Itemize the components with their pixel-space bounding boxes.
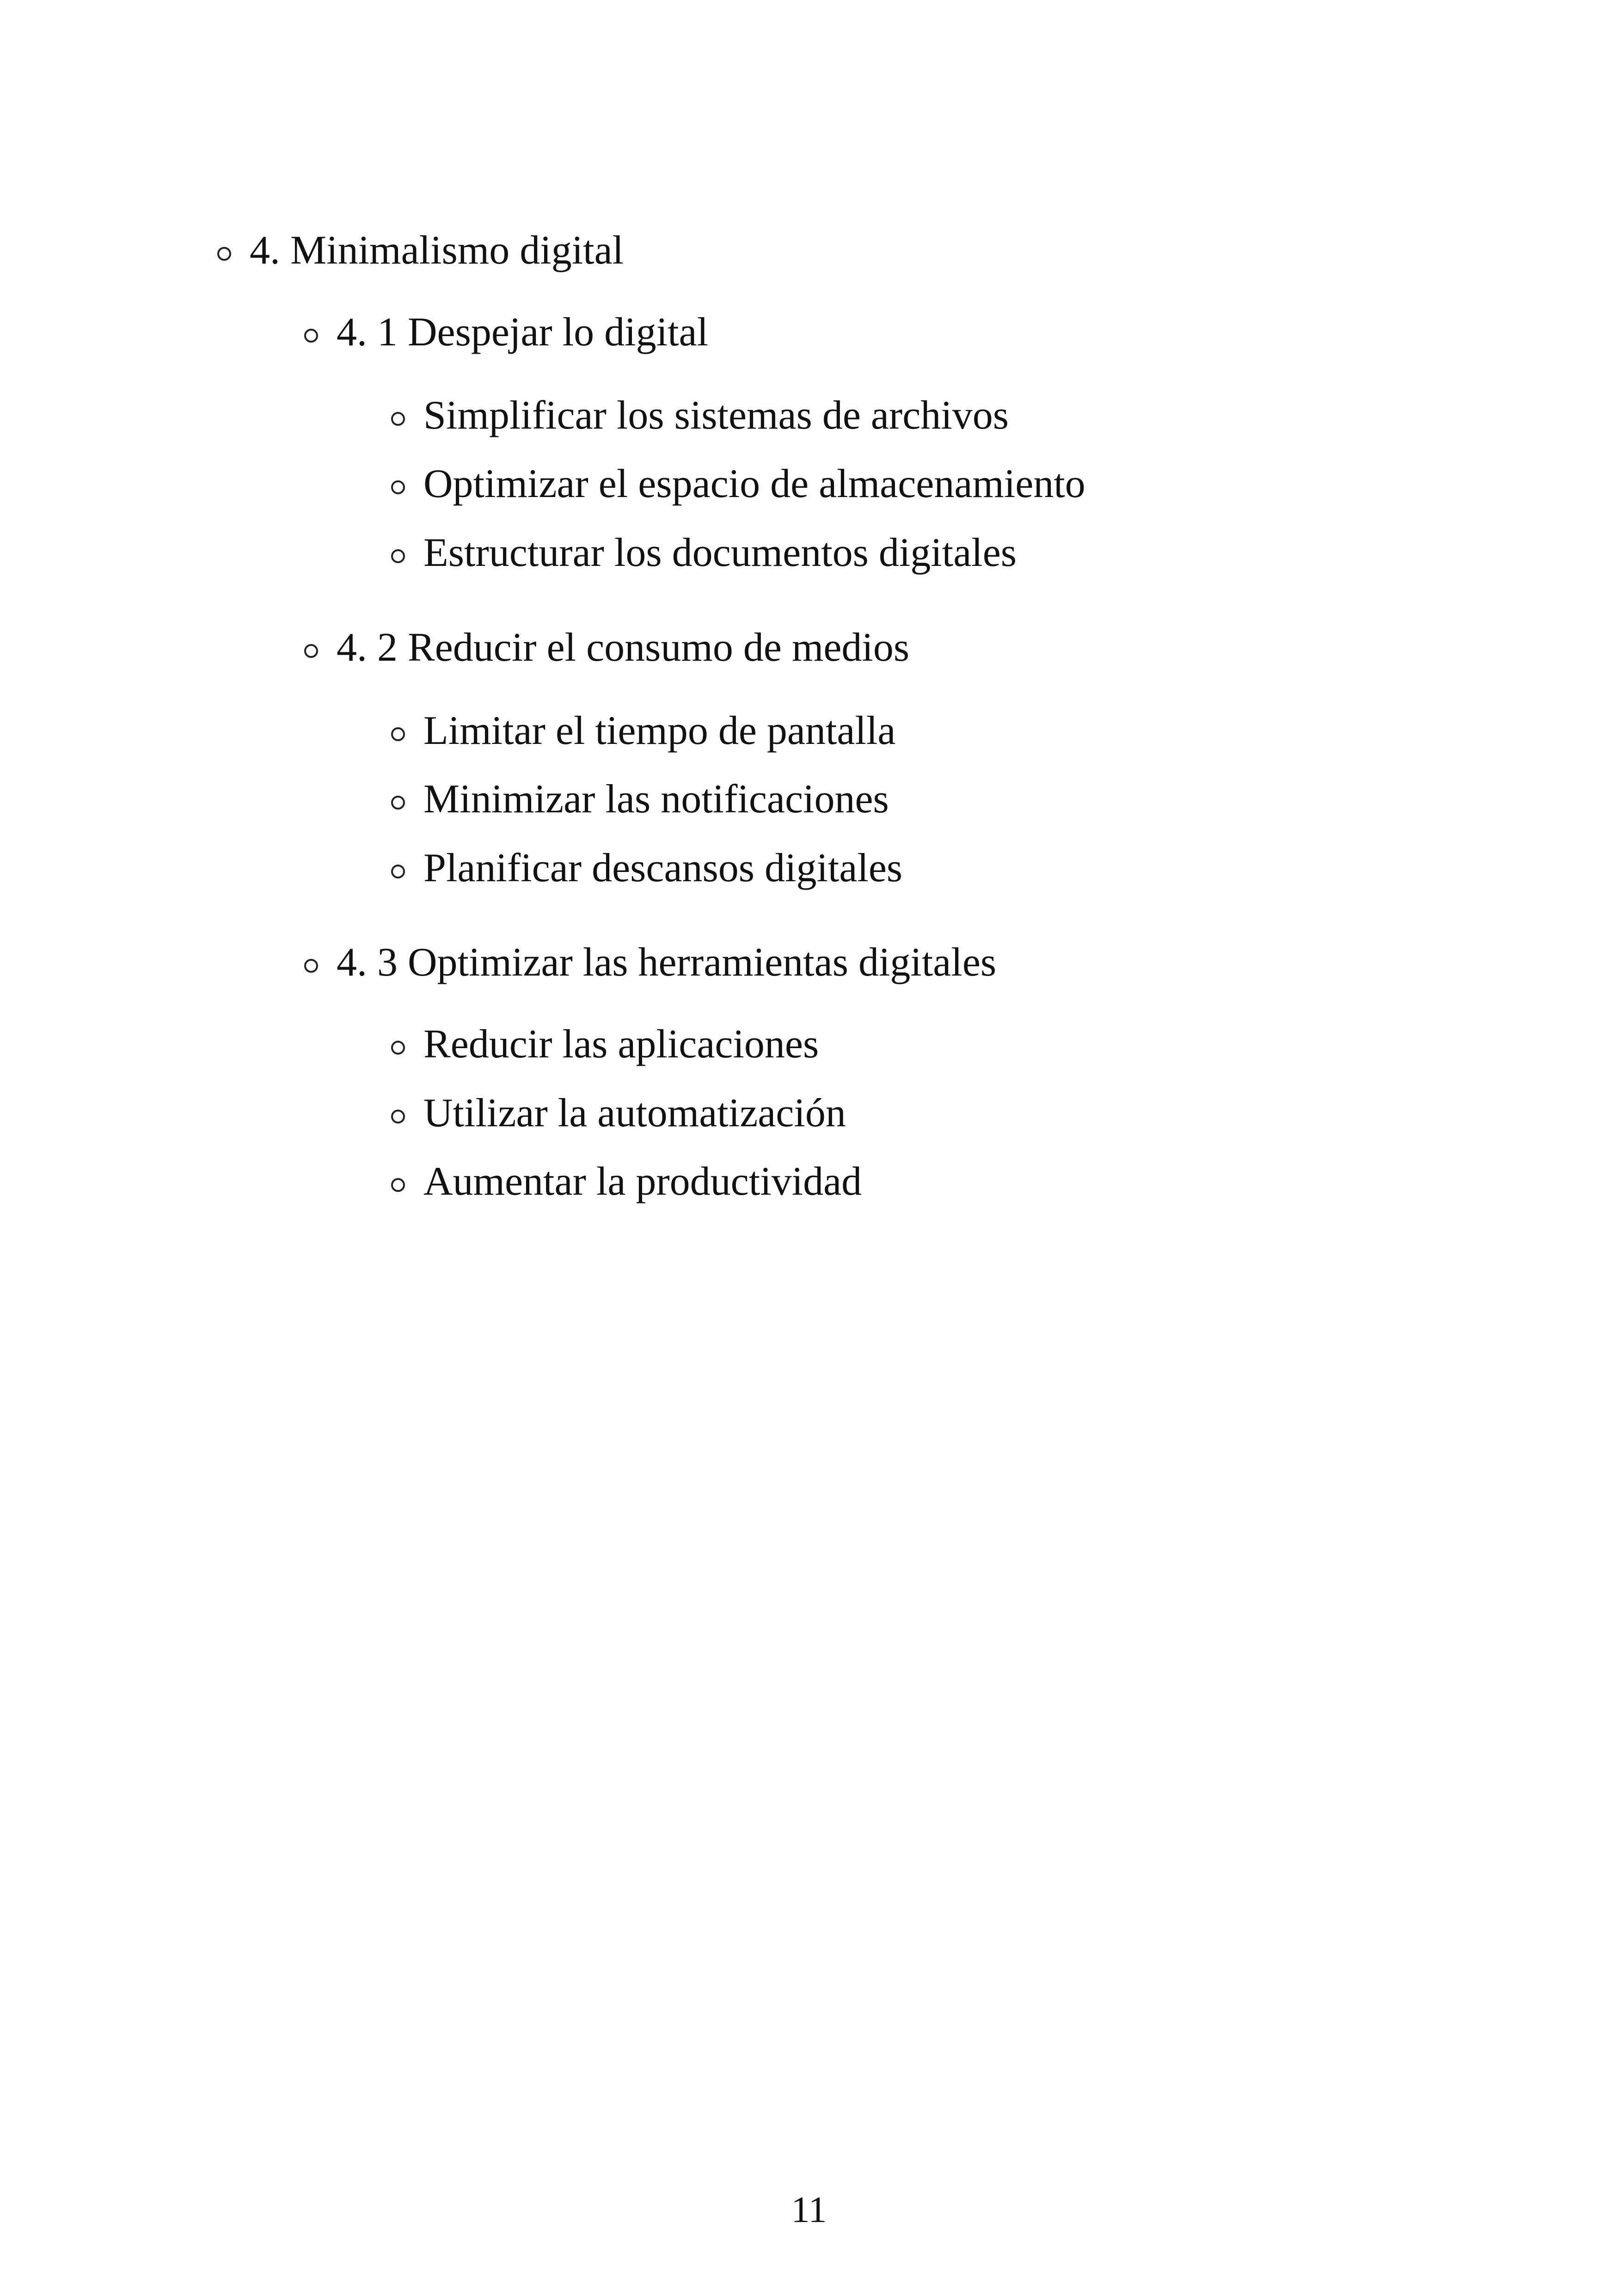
subsection-title: 4. 3 Optimizar las herramientas digitales [337, 940, 997, 985]
subsection-title: 4. 1 Despejar lo digital [337, 310, 709, 355]
list-item [391, 1024, 819, 1065]
list-item-text: Aumentar la productividad [423, 1159, 862, 1204]
list-item-text: Limitar el tiempo de pantalla [423, 708, 896, 753]
hollow-circle-bullet-icon [391, 480, 405, 494]
outline-section-heading [217, 230, 624, 271]
list-item-text: Simplificar los sistemas de archivos [423, 393, 1009, 438]
page-number: 11 [791, 2190, 827, 2230]
hollow-circle-bullet-icon [217, 247, 231, 261]
hollow-circle-bullet-icon [391, 1178, 405, 1192]
hollow-circle-bullet-icon [391, 412, 405, 426]
list-item-text: Utilizar la automatización [423, 1091, 846, 1136]
outline-subsection-1 [304, 312, 708, 353]
list-item [391, 530, 1017, 575]
outline-subsection-2 [304, 627, 909, 668]
list-item [391, 848, 902, 889]
hollow-circle-bullet-icon [391, 549, 405, 563]
list-item-text: Optimizar el espacio de almacenamiento [423, 461, 1085, 506]
list-item [391, 1161, 862, 1202]
hollow-circle-bullet-icon [391, 796, 405, 810]
hollow-circle-bullet-icon [304, 644, 318, 658]
hollow-circle-bullet-icon [304, 329, 318, 343]
hollow-circle-bullet-icon [391, 727, 405, 741]
list-item [391, 461, 1085, 506]
list-item-text: Planificar descansos digitales [423, 846, 903, 890]
outline-subsection-3 [304, 942, 996, 983]
list-item [391, 708, 896, 753]
list-item [391, 395, 1009, 436]
hollow-circle-bullet-icon [391, 1041, 405, 1055]
hollow-circle-bullet-icon [304, 959, 318, 973]
list-item-text: Reducir las aplicaciones [423, 1022, 819, 1067]
list-item [391, 1093, 846, 1134]
list-item-text: Minimizar las notificaciones [423, 777, 889, 822]
hollow-circle-bullet-icon [391, 865, 405, 878]
hollow-circle-bullet-icon [391, 1110, 405, 1123]
section-title: 4. Minimalismo digital [250, 228, 624, 273]
list-item [391, 779, 889, 820]
list-item-text: Estructurar los documentos digitales [423, 530, 1017, 575]
subsection-title: 4. 2 Reducir el consumo de medios [337, 625, 910, 670]
